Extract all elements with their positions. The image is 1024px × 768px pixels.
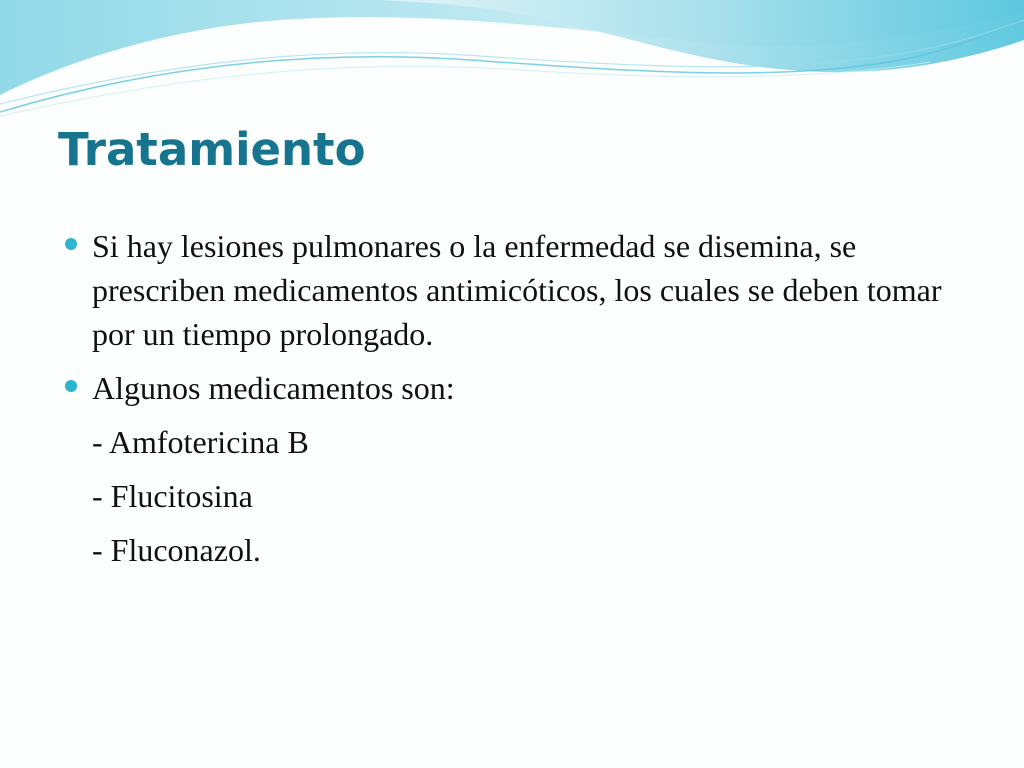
bullet-dot-icon [65, 238, 77, 250]
wave-line-3 [0, 62, 930, 116]
header-wave-decoration [0, 0, 1024, 130]
bullet-item [64, 224, 984, 356]
bullet-text: Algunos medicamentos son: [92, 370, 455, 406]
medication-item: - Amfotericina B [92, 424, 309, 460]
slide-title: Tratamiento [58, 123, 366, 176]
bullet-text: Si hay lesiones pulmonares o la enfermedad se disemina, se prescriben medicamentos antimicóticos, los cuales se deben tomar por un tiempo prolongado. [92, 228, 942, 352]
medication-item: - Fluconazol. [92, 532, 261, 568]
slide-body [64, 224, 984, 572]
medication-item: - Flucitosina [92, 478, 253, 514]
bullet-dot-icon [65, 380, 77, 392]
bullet-item [64, 366, 984, 410]
